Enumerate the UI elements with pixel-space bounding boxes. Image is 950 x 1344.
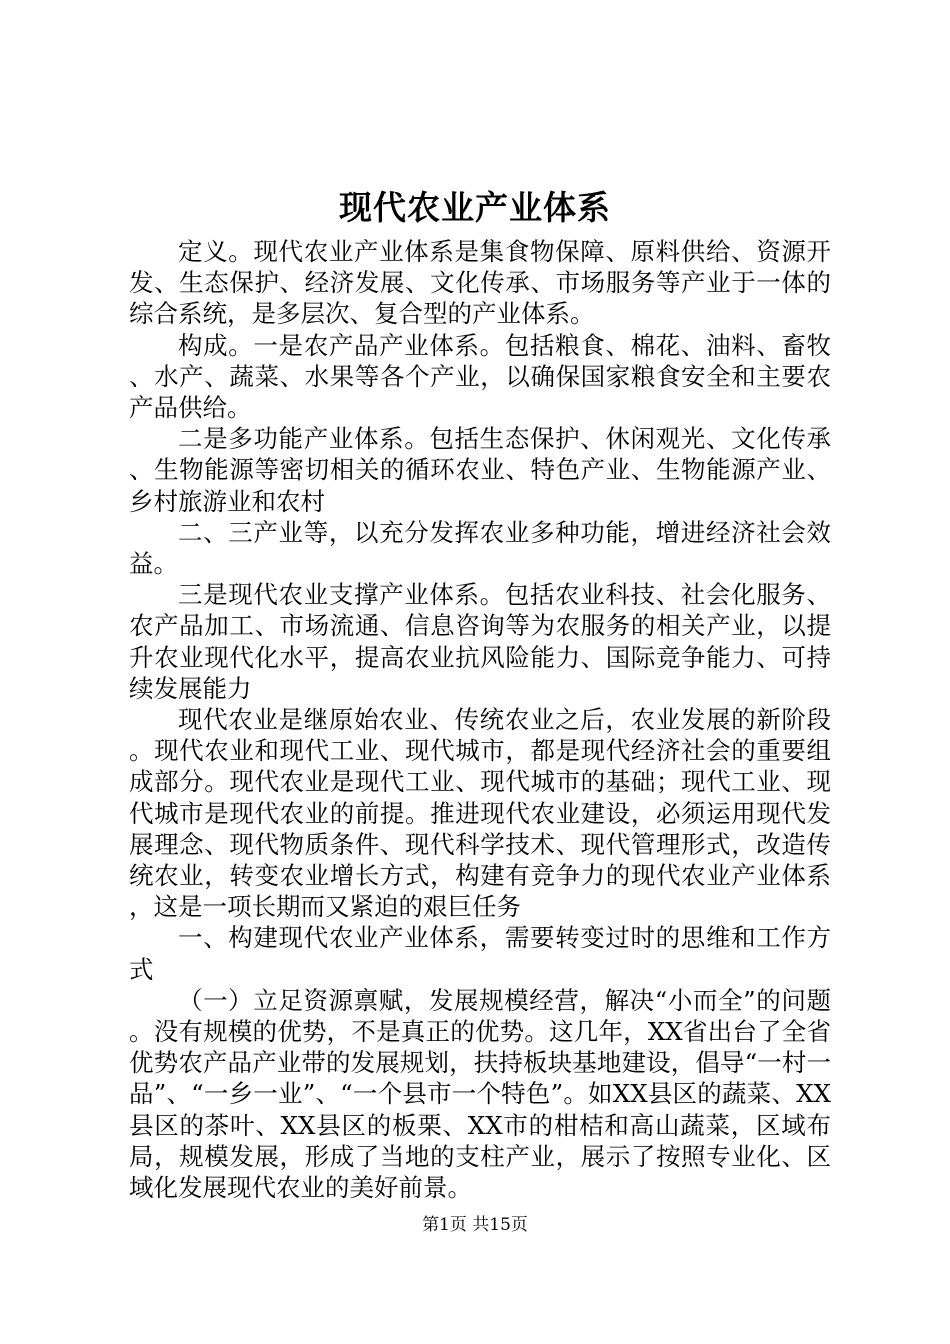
document-title: 现代农业产业体系 [339, 188, 611, 227]
paragraph-secondary-tertiary: 二、三产业等，以充分发挥农业多种功能，增进经济社会效益。 [129, 517, 831, 579]
page-number-footer: 第1页 共15页 [422, 1215, 528, 1235]
paragraph-support-system: 三是现代农业支撑产业体系。包括农业科技、社会化服务、农产品加工、市场流通、信息咨询等为农服务的相关产业，以提升农业现代化水平，提高农业抗风险能力、国际竞争能力、可持续发展能力 [129, 580, 831, 703]
paragraph-composition: 构成。一是农产品产业体系。包括粮食、棉花、油料、畜牧、水产、蔬菜、水果等各个产业，以确保国家粮食安全和主要农产品供给。 [129, 330, 831, 423]
document-body [129, 236, 831, 1203]
paragraph-resource-endowment: （一）立足资源禀赋，发展规模经营，解决“小而全”的问题。没有规模的优势，不是真正的优势。这几年，XX省出台了全省优势农产品产业带的发展规划，扶持板块基地建设，倡导“一村一品”、“一乡一业”、“一个县市一个特色”。如XX县区的蔬菜、XX县区的茶叶、XX县区的板栗、XX市的柑桔和高山蔬菜，区域布局，规模发展，形成了当地的支柱产业，展示了按照专业化、区域化发展现代农业的美好前景。 [129, 985, 831, 1203]
paragraph-definition: 定义。现代农业产业体系是集食物保障、原料供给、资源开发、生态保护、经济发展、文化传承、市场服务等产业于一体的综合系统，是多层次、复合型的产业体系。 [129, 237, 831, 329]
paragraph-multifunction: 二是多功能产业体系。包括生态保护、休闲观光、文化传承、生物能源等密切相关的循环农业、特色产业、生物能源产业、乡村旅游业和农村 [129, 424, 831, 516]
section-heading-1: 一、构建现代农业产业体系，需要转变过时的思维和工作方式 [129, 923, 831, 984]
paragraph-modern-agriculture: 现代农业是继原始农业、传统农业之后，农业发展的新阶段。现代农业和现代工业、现代城市，都是现代经济社会的重要组成部分。现代农业是现代工业、现代城市的基础；现代工业、现代城市是现代农业的前提。推进现代农业建设，必须运用现代发展理念、现代物质条件、现代科学技术、现代管理形式，改造传统农业，转变农业增长方式，构建有竞争力的现代农业产业体系，这是一项长期而又紧迫的艰巨任务 [129, 705, 831, 922]
